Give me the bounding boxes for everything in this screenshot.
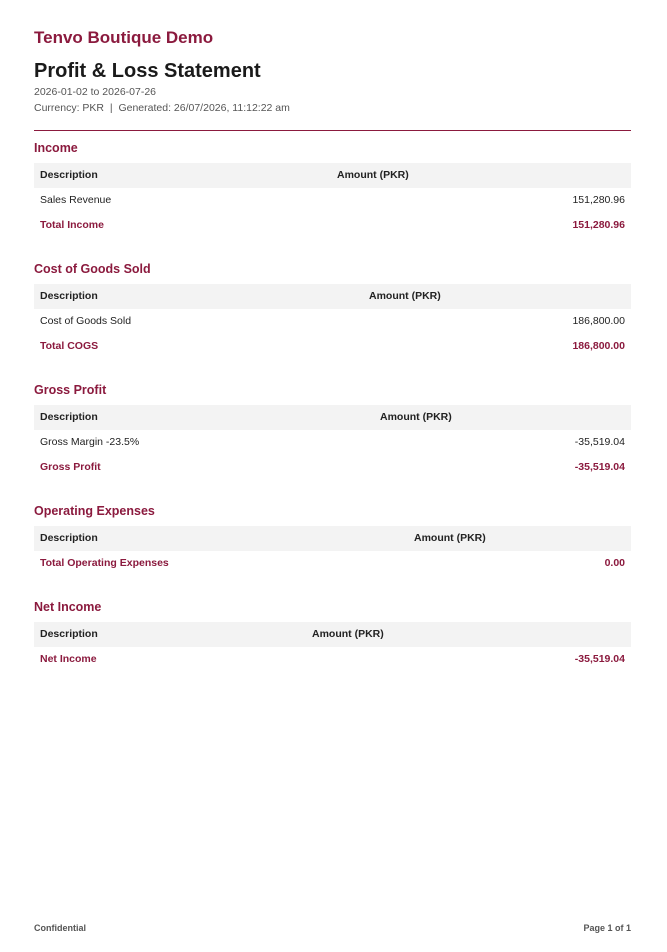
report-meta: [34, 102, 290, 115]
row-description: Gross Margin -23.5%: [40, 436, 140, 448]
generated-timestamp: Generated: 26/07/2026, 11:12:22 am: [118, 102, 290, 114]
row-amount: -35,519.04: [574, 436, 625, 448]
meta-separator: |: [109, 102, 113, 114]
section-title: Cost of Goods Sold: [34, 262, 151, 276]
table-header: [34, 622, 631, 647]
footer-page-number: Page 1 of 1: [583, 923, 631, 933]
net-income-section: [34, 597, 631, 672]
column-header-amount: Amount (PKR): [380, 411, 452, 423]
table-row: [34, 309, 631, 334]
total-label: Total COGS: [40, 340, 99, 352]
cogs-section: [34, 259, 631, 359]
column-header-description: Description: [40, 628, 98, 640]
table-row: [34, 430, 631, 455]
row-amount: 186,800.00: [572, 315, 625, 327]
operating-expenses-section: [34, 501, 631, 576]
row-amount: 151,280.96: [572, 194, 625, 206]
total-amount: -35,519.04: [574, 461, 625, 473]
report-title: Profit & Loss Statement: [34, 60, 261, 82]
section-title: Gross Profit: [34, 383, 107, 397]
company-name: Tenvo Boutique Demo: [34, 28, 214, 47]
total-row: [34, 647, 631, 672]
income-section: [34, 138, 631, 238]
cogs-table: [34, 284, 631, 359]
section-title: Income: [34, 141, 78, 155]
gross-profit-table: [34, 405, 631, 480]
total-amount: 186,800.00: [572, 340, 625, 352]
footer-confidential: Confidential: [34, 923, 86, 933]
table-header: [34, 284, 631, 309]
column-header-amount: Amount (PKR): [414, 532, 486, 544]
column-header-amount: Amount (PKR): [312, 628, 384, 640]
operating-expenses-table: [34, 526, 631, 576]
total-label: Total Operating Expenses: [40, 557, 169, 569]
column-header-amount: Amount (PKR): [369, 290, 441, 302]
total-label: Net Income: [40, 653, 97, 665]
column-header-description: Description: [40, 411, 98, 423]
currency-label: Currency: PKR: [34, 102, 105, 114]
total-amount: -35,519.04: [574, 653, 625, 665]
total-amount: 151,280.96: [572, 219, 625, 231]
row-description: Cost of Goods Sold: [40, 315, 132, 327]
total-label: Gross Profit: [40, 461, 101, 473]
table-row: [34, 188, 631, 213]
column-header-amount: Amount (PKR): [337, 169, 409, 181]
table-header: [34, 526, 631, 551]
income-table: [34, 163, 631, 238]
column-header-description: Description: [40, 290, 98, 302]
total-label: Total Income: [40, 219, 104, 231]
total-row: [34, 551, 631, 576]
gross-profit-section: [34, 380, 631, 480]
column-header-description: Description: [40, 532, 98, 544]
net-income-table: [34, 622, 631, 672]
column-header-description: Description: [40, 169, 98, 181]
row-description: Sales Revenue: [40, 194, 112, 206]
total-amount: 0.00: [604, 557, 625, 569]
section-title: Operating Expenses: [34, 504, 155, 518]
table-header: [34, 163, 631, 188]
section-title: Net Income: [34, 600, 102, 614]
table-header: [34, 405, 631, 430]
total-row: [34, 455, 631, 480]
header-divider: [34, 130, 631, 131]
total-row: [34, 334, 631, 359]
total-row: [34, 213, 631, 238]
report-period: 2026-01-02 to 2026-07-26: [34, 86, 157, 98]
